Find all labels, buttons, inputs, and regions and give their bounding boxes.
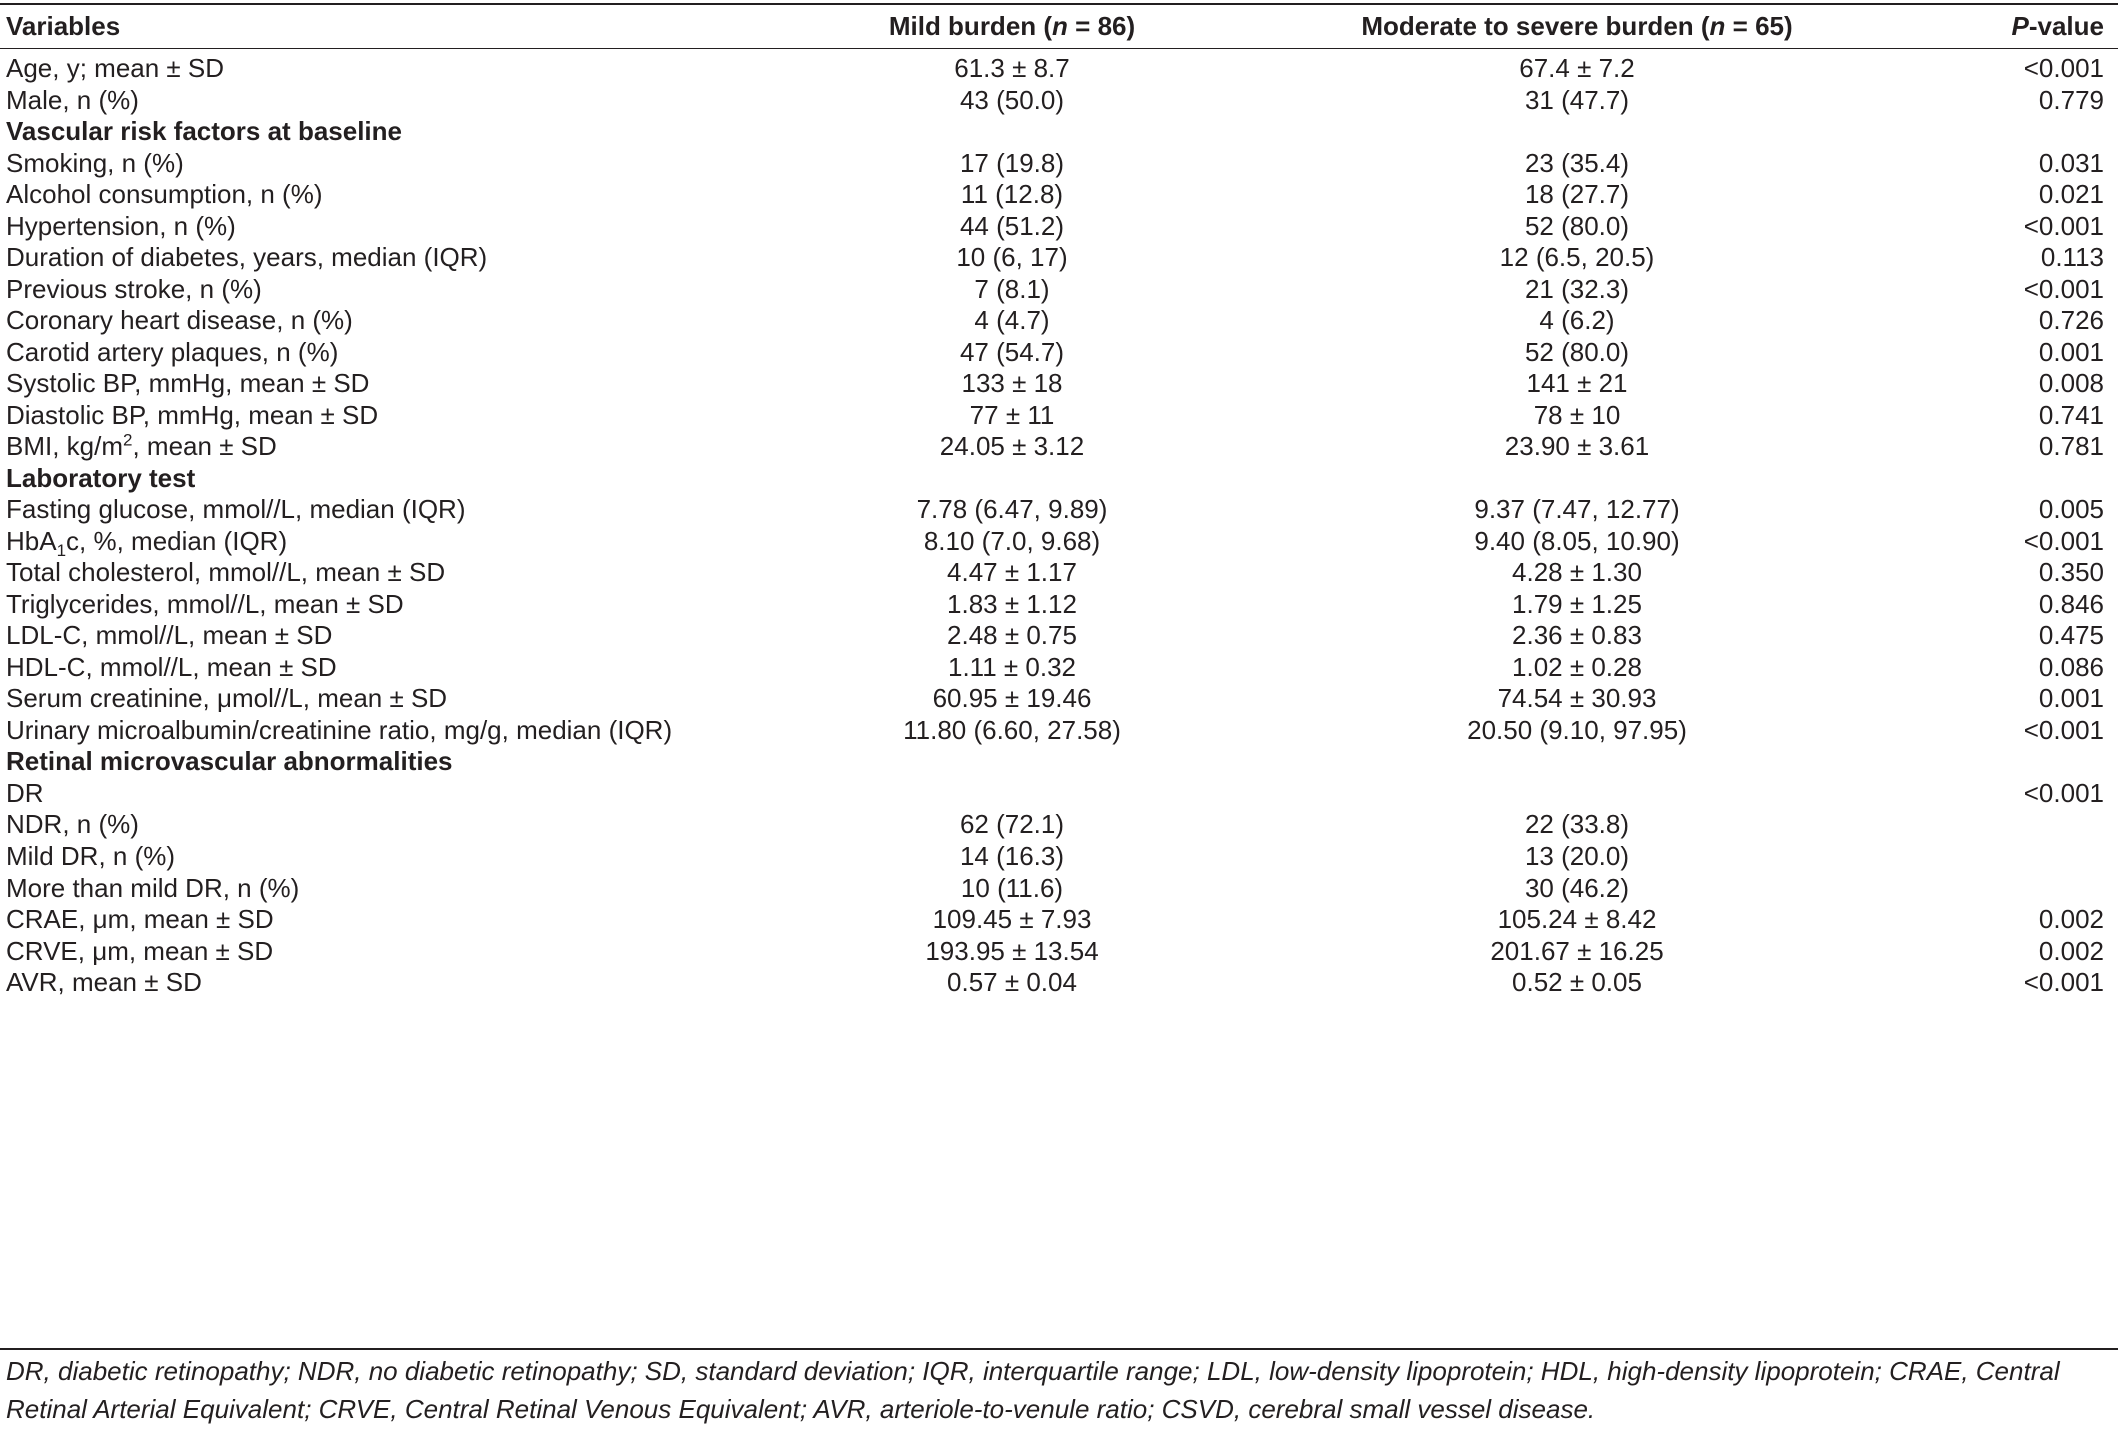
- moderate-burden-value: 105.24 ± 8.42: [1497, 904, 1657, 935]
- mild-burden-value: 60.95 ± 19.46: [932, 683, 1092, 714]
- p-value: 0.781: [2038, 431, 2104, 462]
- header-p-value: P-value: [2011, 11, 2104, 41]
- row-label: HDL-C, mmol//L, mean ± SD: [6, 651, 337, 682]
- moderate-burden-value: 74.54 ± 30.93: [1497, 683, 1657, 714]
- row-label: Previous stroke, n (%): [6, 273, 262, 304]
- mild-burden-value: 11 (12.8): [960, 179, 1064, 210]
- table-header: [0, 5, 2118, 47]
- row-label: Vascular risk factors at baseline: [6, 116, 402, 147]
- moderate-burden-value: 9.40 (8.05, 10.90): [1474, 525, 1680, 556]
- moderate-burden-value: 13 (20.0): [1524, 841, 1630, 871]
- moderate-burden-value: 30 (46.2): [1524, 872, 1630, 903]
- mild-burden-value: 7.78 (6.47, 9.89): [916, 494, 1108, 525]
- moderate-burden-value: 23 (35.4): [1524, 147, 1630, 178]
- row-label: Hypertension, n (%): [6, 210, 236, 241]
- row-label: BMI, $kg/m^2$, mean ± SD: [6, 430, 277, 462]
- mild-burden-value: 43 (50.0): [959, 84, 1065, 115]
- header-mild-burden: Mild burden (n = 86): [888, 11, 1136, 41]
- p-value: <0.001: [2023, 714, 2104, 745]
- moderate-burden-value: 141 ± 21: [1526, 368, 1628, 399]
- p-value: 0.002: [2038, 904, 2104, 935]
- p-value: <0.001: [2023, 525, 2104, 556]
- mild-burden-value: 1.83 ± 1.12: [947, 588, 1077, 619]
- p-value: 0.846: [2038, 588, 2104, 619]
- row-label: Serum creatinine, μmol//L, mean ± SD: [6, 683, 448, 714]
- moderate-burden-value: 1.02 ± 0.28: [1512, 651, 1642, 682]
- moderate-burden-value: 12 (6.5, 20.5): [1499, 242, 1655, 273]
- mild-burden-value: 44 (51.2): [959, 210, 1065, 241]
- row-label: AVR, mean ± SD: [6, 967, 202, 998]
- mild-burden-value: 4 (4.7): [974, 305, 1050, 336]
- p-value: 0.002: [2038, 935, 2104, 966]
- mild-burden-value: 62 (72.1): [959, 809, 1065, 840]
- row-label: DR: [6, 777, 44, 808]
- p-value: <0.001: [2023, 777, 2104, 808]
- moderate-burden-value: 52 (80.0): [1524, 336, 1630, 367]
- moderate-burden-value: 21 (32.3): [1524, 273, 1630, 304]
- row-label: More than mild DR, n (%): [6, 872, 300, 903]
- p-value: 0.741: [2038, 399, 2104, 430]
- mild-burden-value: 1.11 ± 0.32: [948, 651, 1076, 682]
- moderate-burden-value: 9.37 (7.47, 12.77): [1474, 494, 1680, 525]
- moderate-burden-value: 201.67 ± 16.25: [1490, 935, 1664, 966]
- p-value: 0.001: [2038, 336, 2104, 367]
- table-row: [0, 961, 2118, 1003]
- p-value: 0.113: [2040, 242, 2104, 273]
- row-label: Retinal microvascular abnormalities: [6, 746, 453, 777]
- moderate-burden-value: 20.50 (9.10, 97.95): [1467, 714, 1687, 745]
- p-value: 0.350: [2038, 557, 2104, 588]
- mild-burden-value: 193.95 ± 13.54: [925, 935, 1099, 966]
- row-label: CRVE, μm, mean ± SD: [6, 935, 274, 966]
- row-label: Laboratory test: [6, 462, 196, 493]
- row-label: Total cholesterol, mmol//L, mean ± SD: [6, 557, 446, 588]
- mild-burden-value: 0.57 ± 0.04: [947, 967, 1077, 998]
- moderate-burden-value: 52 (80.0): [1524, 210, 1630, 241]
- p-value: 0.001: [2038, 683, 2104, 714]
- moderate-burden-value: 4 (6.2): [1539, 305, 1615, 336]
- mild-burden-value: 10 (11.6): [960, 872, 1064, 903]
- row-label: Mild DR, n (%): [6, 841, 176, 871]
- mild-burden-value: 8.10 (7.0, 9.68): [923, 525, 1101, 556]
- moderate-burden-value: 23.90 ± 3.61: [1504, 431, 1650, 462]
- moderate-burden-value: 67.4 ± 7.2: [1519, 53, 1635, 83]
- moderate-burden-value: 31 (47.7): [1524, 84, 1630, 115]
- row-label: Triglycerides, mmol//L, mean ± SD: [6, 588, 404, 619]
- mild-burden-value: 11.80 (6.60, 27.58): [903, 714, 1121, 745]
- header-moderate-burden: Moderate to severe burden (n = 65): [1361, 11, 1793, 41]
- p-value: 0.726: [2038, 305, 2104, 336]
- row-label: Male, n (%): [6, 84, 139, 115]
- mild-burden-value: 17 (19.8): [959, 147, 1065, 178]
- p-value: 0.031: [2038, 147, 2104, 178]
- bottom-rule: [0, 1348, 2118, 1350]
- p-value: 0.475: [2038, 620, 2104, 651]
- moderate-burden-value: 78 ± 10: [1533, 399, 1621, 430]
- row-label: Smoking, n (%): [6, 147, 184, 178]
- p-value: <0.001: [2023, 210, 2104, 241]
- mild-burden-value: 4.47 ± 1.17: [947, 557, 1077, 588]
- mild-burden-value: 109.45 ± 7.93: [932, 904, 1092, 935]
- row-label: NDR, n (%): [6, 809, 139, 840]
- mild-burden-value: 47 (54.7): [959, 336, 1065, 367]
- row-label: Duration of diabetes, years, median (IQR): [6, 242, 488, 273]
- mild-burden-value: 10 (6, 17): [956, 242, 1068, 273]
- row-label: Diastolic BP, mmHg, mean ± SD: [6, 399, 379, 430]
- moderate-burden-value: 18 (27.7): [1524, 179, 1630, 210]
- p-value: <0.001: [2023, 967, 2104, 998]
- row-label: HbA$_1$c, %, median (IQR): [6, 525, 288, 560]
- p-value: <0.001: [2023, 53, 2104, 83]
- row-label: Alcohol consumption, n (%): [6, 179, 323, 210]
- row-label: LDL-C, mmol//L, mean ± SD: [6, 620, 333, 651]
- moderate-burden-value: 0.52 ± 0.05: [1512, 967, 1642, 998]
- moderate-burden-value: 2.36 ± 0.83: [1512, 620, 1642, 651]
- row-label: CRAE, μm, mean ± SD: [6, 904, 274, 935]
- row-label: Coronary heart disease, n (%): [6, 305, 353, 336]
- mild-burden-value: 14 (16.3): [959, 841, 1065, 871]
- moderate-burden-value: 1.79 ± 1.25: [1512, 588, 1642, 619]
- p-value: 0.779: [2038, 84, 2104, 115]
- row-label: Fasting glucose, mmol//L, median (IQR): [6, 494, 466, 525]
- mild-burden-value: 2.48 ± 0.75: [947, 620, 1077, 651]
- mild-burden-value: 77 ± 11: [969, 399, 1055, 430]
- p-value: 0.008: [2038, 368, 2104, 399]
- moderate-burden-value: 4.28 ± 1.30: [1512, 557, 1642, 588]
- row-label: Urinary microalbumin/creatinine ratio, mg/g, median (IQR): [6, 714, 673, 745]
- mild-burden-value: 133 ± 18: [961, 368, 1063, 399]
- moderate-burden-value: 22 (33.8): [1524, 809, 1630, 840]
- row-label: Systolic BP, mmHg, mean ± SD: [6, 368, 370, 399]
- header-variables: Variables: [6, 11, 121, 41]
- mild-burden-value: 61.3 ± 8.7: [954, 53, 1070, 83]
- row-label: Age, y; mean ± SD: [6, 53, 225, 83]
- p-value: 0.021: [2038, 179, 2104, 210]
- row-label: Carotid artery plaques, n (%): [6, 336, 339, 367]
- p-value: <0.001: [2023, 273, 2104, 304]
- mild-burden-value: 24.05 ± 3.12: [939, 431, 1085, 462]
- p-value: 0.086: [2038, 651, 2104, 682]
- table-footnote: DR, diabetic retinopathy; NDR, no diabetic retinopathy; SD, standard deviation; IQR, interquartile range; LDL, low-density lipoprotein; HDL, high-density lipoprotein; CRAE, Central Retinal Arterial Equivalent; CRVE, Central Retinal Venous Equivalent; AVR, arteriole-to-venule ratio; CSVD, cerebral small vessel disease.: [6, 1356, 2060, 1424]
- mild-burden-value: 7 (8.1): [974, 273, 1050, 304]
- p-value: 0.005: [2038, 494, 2104, 525]
